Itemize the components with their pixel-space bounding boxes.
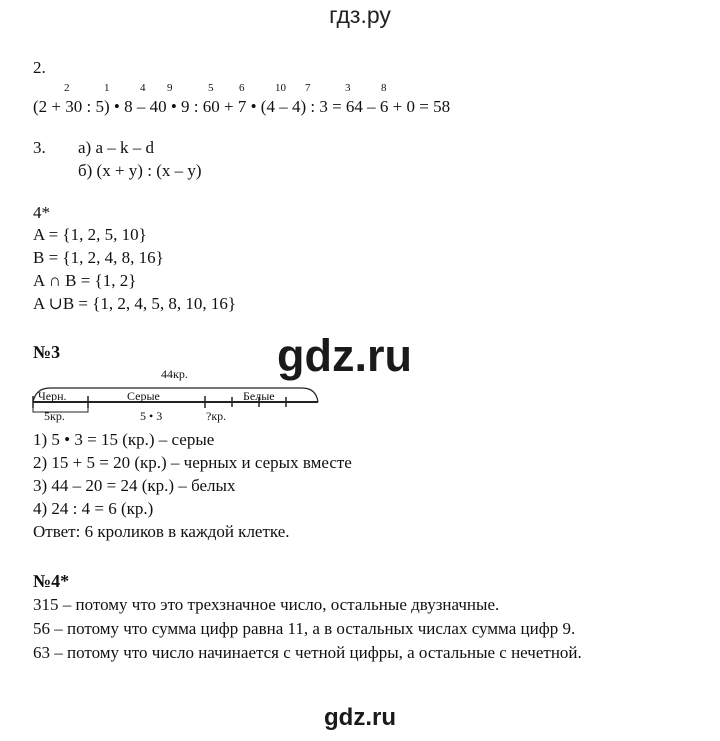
diagram-gray-value: 5 • 3	[140, 409, 163, 423]
task-2-expression: (2 + 30 : 5) • 8 – 40 • 9 : 60 + 7 • (4 – 4) : 3 = 64 – 6 + 0 = 58	[33, 97, 451, 116]
problem-3-answer: Ответ: 6 кроликов в каждой клетке.	[33, 522, 290, 541]
diagram-total-label: 44кр.	[161, 367, 188, 381]
diagram-unknown-value: ?кр.	[206, 409, 227, 423]
diagram-gray-label: Серые	[127, 389, 160, 403]
order-mark: 9	[167, 82, 173, 94]
diagram-white-label: Белые	[243, 389, 275, 403]
task-3-b: б) (x + y) : (x – y)	[78, 161, 202, 180]
explanation-line: 63 – потому что число начинается с четной цифры, а остальные с нечетной.	[33, 643, 582, 662]
order-mark: 5	[208, 82, 214, 94]
task-2-number: 2.	[33, 58, 46, 77]
solution-step: 3) 44 – 20 = 24 (кр.) – белых	[33, 476, 236, 495]
problem-3-header: №3	[33, 342, 61, 362]
diagram-black-value: 5кр.	[44, 409, 65, 423]
explanation-line: 315 – потому что это трехзначное число, остальные двузначные.	[33, 595, 500, 614]
watermark-bottom: gdz.ru	[324, 704, 396, 731]
order-mark: 3	[345, 82, 351, 94]
watermark-middle: gdz.ru	[277, 330, 412, 381]
task-4star-number: 4*	[33, 203, 50, 222]
set-b: B = {1, 2, 4, 8, 16}	[33, 248, 164, 267]
order-mark: 4	[140, 82, 146, 94]
task-3-a: а) a – k – d	[78, 138, 155, 157]
total-brace	[33, 388, 318, 402]
order-mark: 6	[239, 82, 245, 94]
order-mark: 7	[305, 82, 311, 94]
diagram-black-label: Черн.	[38, 389, 67, 403]
watermark-top: гдз.ру	[329, 2, 391, 28]
set-union: A ∪B = {1, 2, 4, 5, 8, 10, 16}	[33, 294, 237, 313]
explanation-line: 56 – потому что сумма цифр равна 11, а в остальных числах сумма цифр 9.	[33, 619, 576, 638]
solution-step: 1) 5 • 3 = 15 (кр.) – серые	[33, 430, 215, 449]
order-mark: 1	[104, 82, 110, 94]
problem-4star-header: №4*	[33, 571, 70, 591]
order-mark: 10	[275, 82, 286, 94]
set-a: A = {1, 2, 5, 10}	[33, 225, 147, 244]
solution-step: 4) 24 : 4 = 6 (кр.)	[33, 499, 154, 518]
order-mark: 2	[64, 82, 70, 94]
task-3-number: 3.	[33, 138, 46, 157]
order-mark: 8	[381, 82, 387, 94]
solution-step: 2) 15 + 5 = 20 (кр.) – черных и серых вместе	[33, 453, 352, 472]
set-intersection: A ∩ B = {1, 2}	[33, 271, 137, 290]
